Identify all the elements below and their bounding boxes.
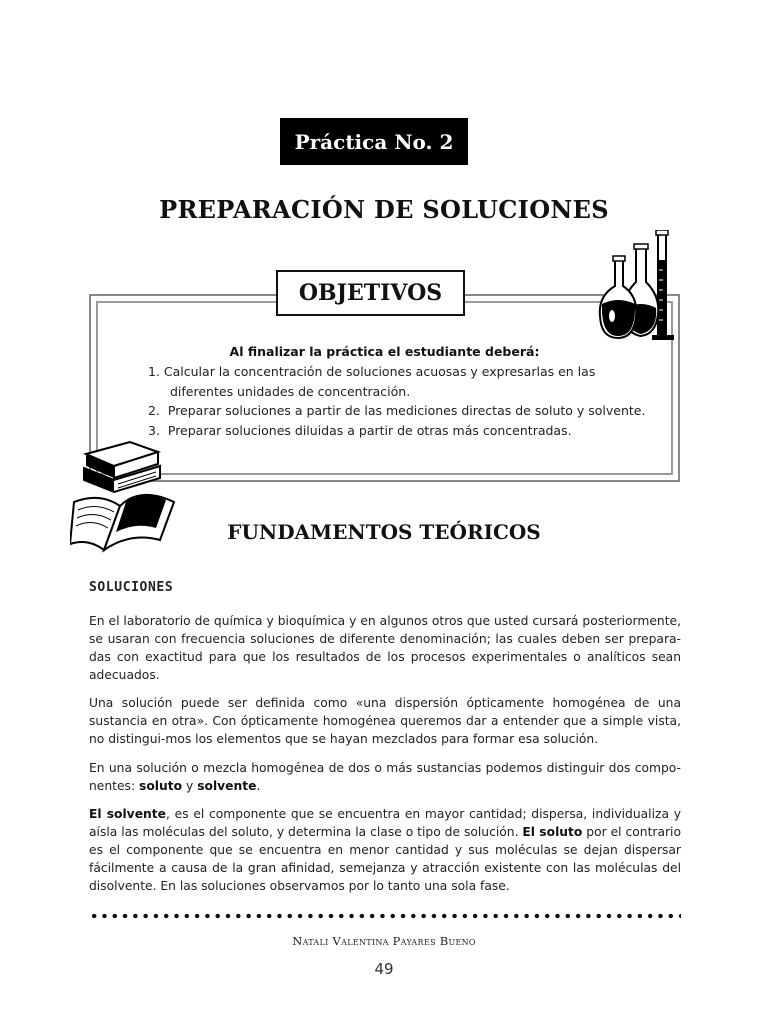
objectives-heading: OBJETIVOS bbox=[276, 270, 465, 316]
page-number: 49 bbox=[374, 960, 394, 978]
objectives-intro: Al finalizar la práctica el estudiante deberá: bbox=[229, 344, 540, 359]
term-soluto: soluto bbox=[139, 779, 183, 793]
objective-text: Preparar soluciones diluidas a partir de otras más concentradas. bbox=[167, 422, 572, 438]
paragraph-text: , es el componente que se encuentra en mayor cantidad; dispersa, individualiza y aísla las moléculas del soluto, y determina la clase o tipo de solución. bbox=[89, 807, 681, 839]
objective-item bbox=[148, 401, 668, 421]
paragraph: Una solución puede ser definida como «una dispersión ópticamente homogénea de una sustancia en otra». Con ópticamente homogénea queremos dar a entender que a simple vista, no distingui-mos los elementos que se hayan mezclados para formar esa solución. bbox=[89, 696, 681, 746]
page-title: PREPARACIÓN DE SOLUCIONES bbox=[159, 195, 609, 224]
section-heading: FUNDAMENTOS TEÓRICOS bbox=[227, 520, 541, 544]
term-solvente-definition: El solvente bbox=[89, 807, 167, 821]
paragraph: En el laboratorio de química y bioquímica y en algunos otros que usted cursará posteriormente, se usaran con frecuencia soluciones de diferente denominación; las cuales deben ser prepara-das con exactitud para que los resultados de los procesos experimentales o analíticos sean adecuados. bbox=[89, 614, 681, 682]
paragraph-text: y bbox=[182, 779, 198, 793]
objective-number: 2. bbox=[148, 403, 168, 418]
term-solvente: solvente bbox=[197, 779, 257, 793]
lab-flasks-icon bbox=[598, 230, 682, 342]
subsection-heading: SOLUCIONES bbox=[89, 580, 174, 595]
objective-text: Calcular la concentración de soluciones acuosas y expresarlas en las bbox=[163, 364, 596, 379]
objective-item bbox=[148, 421, 668, 441]
paragraph-text: . bbox=[256, 779, 261, 793]
paragraph bbox=[89, 805, 681, 895]
objective-number: 1. bbox=[148, 364, 164, 379]
author-name: Natali Valentina Payares Bueno bbox=[292, 934, 476, 948]
paragraph bbox=[89, 759, 681, 795]
paragraph-text: En una solución o mezcla homogénea de dos o más sustancias podemos distinguir dos compo-nentes: bbox=[89, 761, 681, 793]
objective-text: Preparar soluciones a partir de las mediciones directas de soluto y solvente. bbox=[167, 403, 646, 418]
objective-number: 3. bbox=[148, 422, 168, 438]
practice-label: Práctica No. 2 bbox=[280, 118, 468, 165]
objectives-list bbox=[148, 362, 668, 440]
paragraph-text: por el contrario es el componente que se encuentra en menor cantidad y sus moléculas se dejan dispersar fácilmente a causa de la gran afinidad, semejanza y atracción existente con las moléculas del disolvente. En las soluciones observamos por lo tanto una sola fase. bbox=[89, 825, 681, 893]
objective-text-continued: diferentes unidades de concentración. bbox=[170, 383, 411, 399]
term-soluto-definition: El soluto bbox=[522, 825, 583, 839]
dotted-divider bbox=[89, 910, 681, 922]
objective-item bbox=[148, 362, 668, 382]
